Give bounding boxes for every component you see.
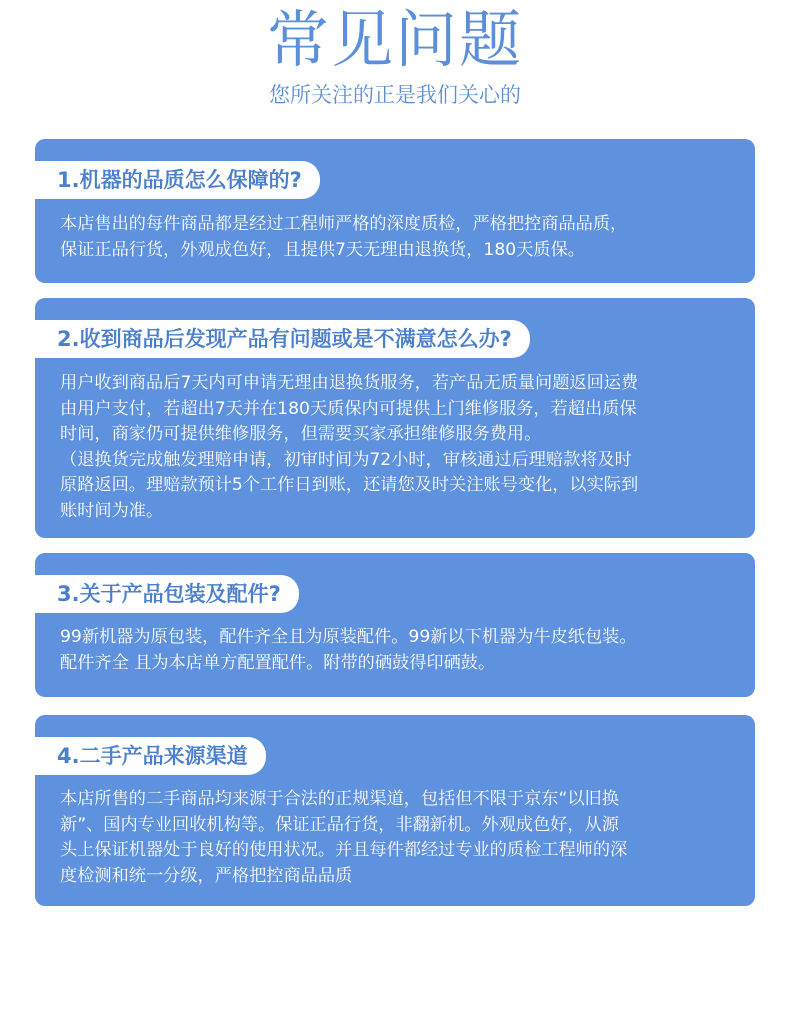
faq-card-quality — [35, 139, 755, 283]
faq-question: 3.关于产品包装及配件? — [35, 575, 299, 613]
faq-answer: 99新机器为原包装，配件齐全且为原装配件。99新以下机器为牛皮纸包装。 配件齐全 且为本店单方配置配件。附带的硒鼓得印硒鼓。 — [60, 627, 637, 673]
faq-question: 1.机器的品质怎么保障的? — [35, 161, 320, 199]
faq-card-packaging — [35, 553, 755, 697]
faq-card-returns — [35, 298, 755, 538]
page-title: 常见问题 — [266, 3, 523, 76]
faq-answer: 用户收到商品后7天内可申请无理由退换货服务，若产品无质量问题返回运费 由用户支付，若超出7天并在180天质保内可提供上门维修服务，若超出质保 时间，商家仍可提供维修服务，但需要买家承担维修服务费用。 （退换货完成触发理赔申请，初审时间为72小时，审核通过后理赔款将及时 原路返回。理赔款预计5个工作日到账，还请您及时关注账号变化，以实际到 账时间为准。 — [60, 373, 639, 521]
faq-answer: 本店售出的每件商品都是经过工程师严格的深度质检，严格把控商品品质， 保证正品行货，外观成色好，且提供7天无理由退换货，180天质保。 — [60, 214, 628, 260]
faq-card-source — [35, 715, 755, 906]
faq-question: 4.二手产品来源渠道 — [35, 737, 266, 775]
faq-question: 2.收到商品后发现产品有问题或是不满意怎么办? — [35, 320, 530, 358]
page-subtitle: 您所关注的正是我们关心的 — [269, 83, 521, 107]
faq-answer: 本店所售的二手商品均来源于合法的正规渠道，包括但不限于京东“以旧换 新”、国内专业回收机构等。保证正品行货，非翻新机。外观成色好，从源 头上保证机器处于良好的使用状况。并且每件都经过专业的质检工程师的深 度检测和统一分级，严格把控商品品质 — [60, 789, 628, 886]
